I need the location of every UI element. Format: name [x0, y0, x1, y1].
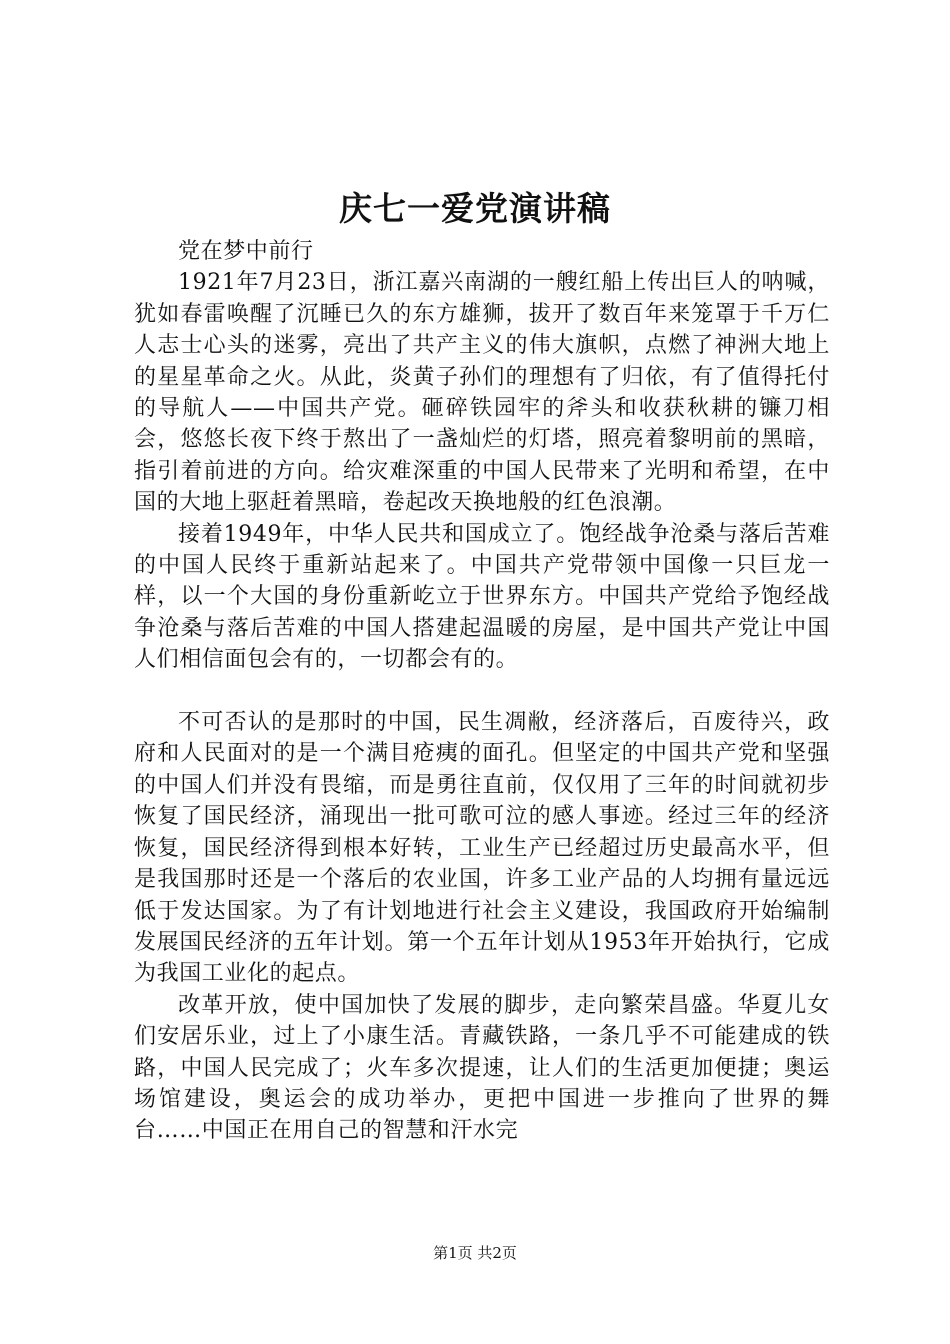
document-body [134, 236, 830, 1147]
paragraph-2: 接着1949年，中华人民共和国成立了。饱经战争沧桑与落后苦难的中国人民终于重新站起来了。中国共产党带领中国像一只巨龙一样，以一个大国的身份重新屹立于世界东方。中国共产党给予饱经战争沧桑与落后苦难的中国人搭建起温暖的房屋，是中国共产党让中国人们相信面包会有的，一切都会有的。 [134, 521, 830, 673]
section-subtitle: 党在梦中前行 [178, 239, 314, 264]
page-number-footer: 第1页 共2页 [433, 1244, 517, 1262]
paragraph-1: 1921年7月23日，浙江嘉兴南湖的一艘红船上传出巨人的呐喊，犹如春雷唤醒了沉睡已久的东方雄狮，拔开了数百年来笼罩于千万仁人志士心头的迷雾，亮出了共产主义的伟大旗帜，点燃了神洲大地上的星星革命之火。从此，炎黄子孙们的理想有了归依，有了值得托付的导航人——中国共产党。砸碎铁园牢的斧头和收获秋耕的镰刀相会，悠悠长夜下终于熬出了一盏灿烂的灯塔，照亮着黎明前的黑暗，指引着前进的方向。给灾难深重的中国人民带来了光明和希望，在中国的大地上驱赶着黑暗，卷起改天换地般的红色浪潮。 [134, 270, 830, 516]
paragraph-3: 不可否认的是那时的中国，民生凋敝，经济落后，百废待兴，政府和人民面对的是一个满目疮痍的面孔。但坚定的中国共产党和坚强的中国人们并没有畏缩，而是勇往直前，仅仅用了三年的时间就初步恢复了国民经济，涌现出一批可歌可泣的感人事迹。经过三年的经济恢复，国民经济得到根本好转，工业生产已经超过历史最高水平，但是我国那时还是一个落后的农业国，许多工业产品的人均拥有量远远低于发达国家。为了有计划地进行社会主义建设，我国政府开始编制发展国民经济的五年计划。第一个五年计划从1953年开始执行，它成为我国工业化的起点。 [134, 710, 830, 987]
page-title: 庆七一爱党演讲稿 [339, 189, 611, 228]
paragraph-4: 改革开放，使中国加快了发展的脚步，走向繁荣昌盛。华夏儿女们安居乐业，过上了小康生活。青藏铁路，一条几乎不可能建成的铁路，中国人民完成了；火车多次提速，让人们的生活更加便捷；奥运场馆建设，奥运会的成功举办，更把中国进一步推向了世界的舞台……中国正在用自己的智慧和汗水完 [134, 992, 830, 1144]
